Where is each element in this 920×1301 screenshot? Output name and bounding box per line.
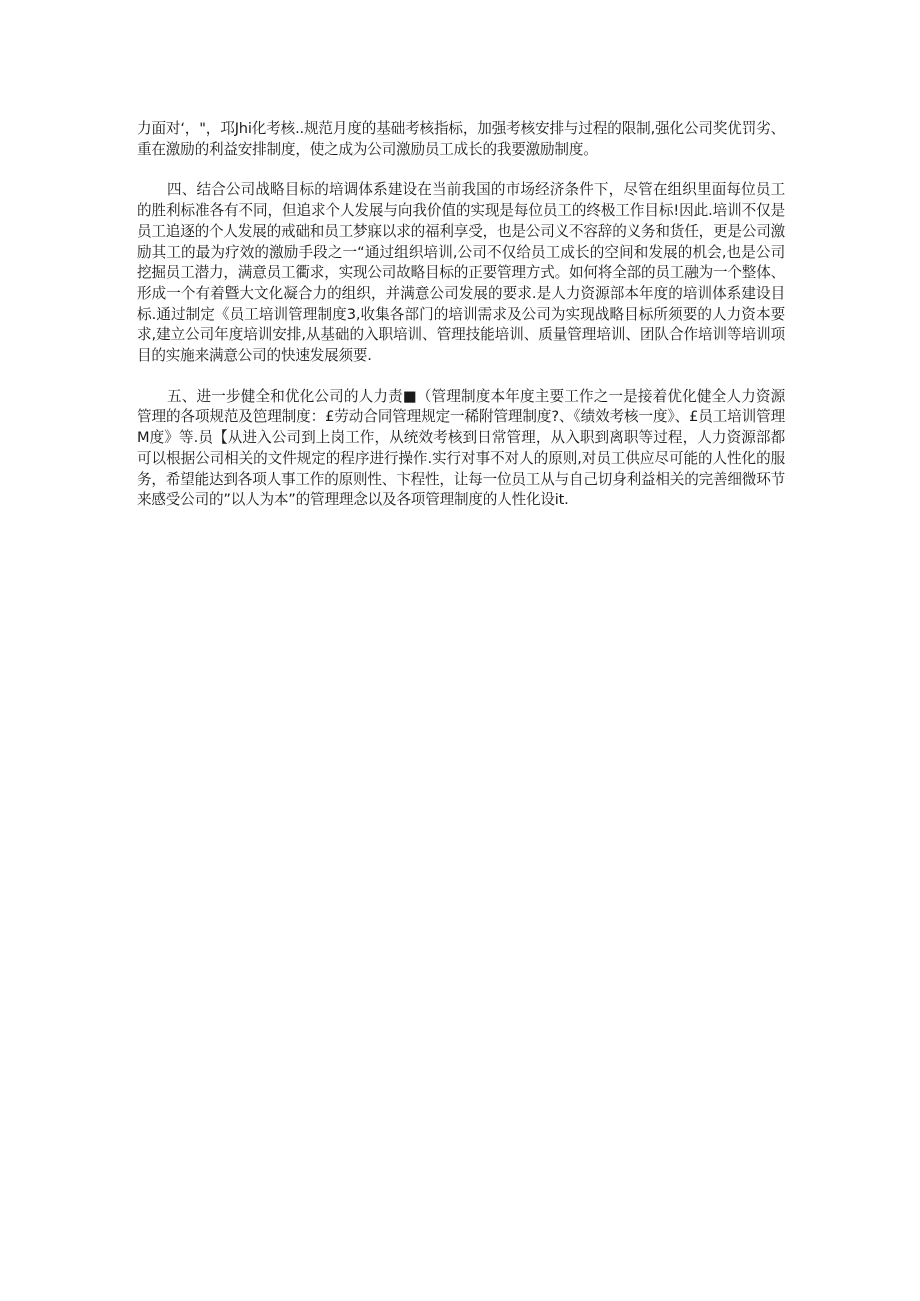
paragraph-performance-incentive: 力面对‘，"，邛Jhi化考核..规范月度的基础考核指标，加强考核安排与过程的限制,强化公司奖优罚劣、重在激励的利益安排制度，使之成为公司激励员工成长的我要激励制度。 (137, 120, 785, 158)
paragraph-hr-management-system: 五、进一步健全和优化公司的人力责■（管理制度本年度主要工作之一是接着优化健全人力资源管理的各项规范及笆理制度：£劳动合同管理规定一稀附管理制度?、《绩效考核一度》、£员工培训管理M度》等.员【从进入公司到上岗工作，从统效考核到日常管理，从入职到离职等过程，人力资源部都可以根据公司相关的文件规定的程序进行操作.实行对事不对人的原则,对员工供应尽可能的人性化的服务，希望能达到各项人事工作的原则性、卞程性，让每一位员工从与自己切身利益相关的完善细微环节来感受公司的”以人为本”的管理理念以及各项管理制度的人性化设it. (137, 387, 785, 509)
document-body (137, 119, 785, 531)
paragraph-training-system: 四、结合公司战略目标的培调体系建设在当前我国的市场经济条件下，尽管在组织里面每位员工的胜利标准各有不同，但追求个人发展与向我价值的实现是每位员工的终极工作目标!因此.培训不仅是员工追逐的个人发展的戒础和员工梦寐以求的福利享受，也是公司义不容辞的义务和货任，更是公司激励其工的最为疗效的激励手段之一“通过组织培训,公司不仅给员工成长的空间和发展的机会,也是公司挖掘员工潜力，满意员工衢求，实现公司故略目标的正要管理方式。如何将全部的员工融为一个整体、形成一个有着曁大文化凝合力的组织，并满意公司发展的要求.是人力资源部本年度的培训体系建设目标.通过制定《员工培训管理制度3,收集各部门的培训需求及公司为实现战略目标所须要的人力资本要求,建立公司年度培训安排,从基础的入职培训、管理技能培训、质量管理培训、团队合作培训等培训项目的实施来满意公司的快速发展须要. (137, 181, 785, 365)
